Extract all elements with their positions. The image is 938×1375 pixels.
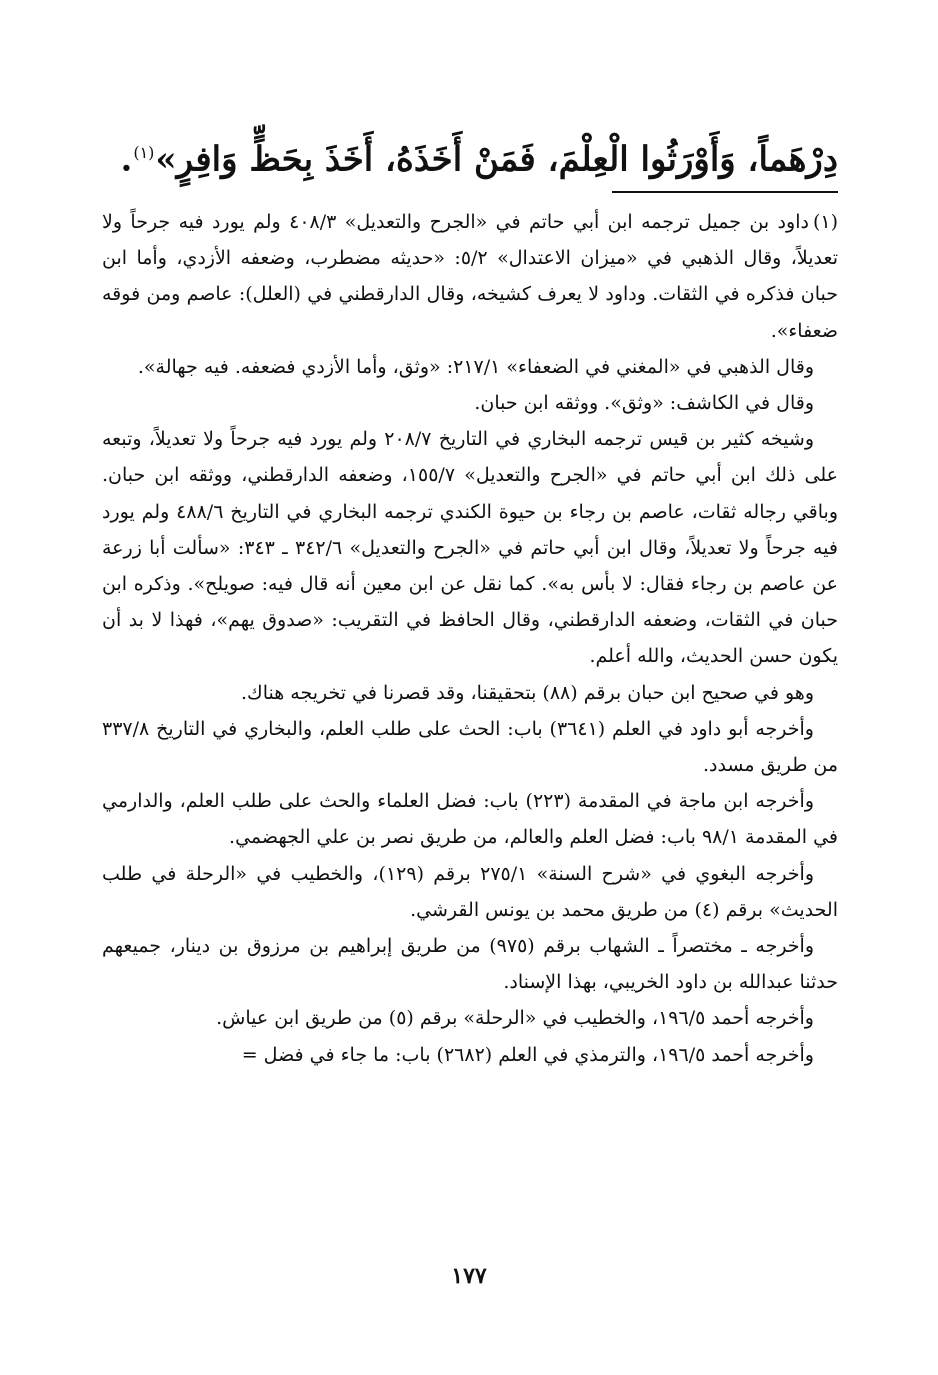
footnote-paragraph-3: وقال في الكاشف: «وثق». ووثقه ابن حبان. — [474, 392, 814, 415]
footnote-paragraph-11: وأخرجه أحمد ١٩٦/٥، والترمذي في العلم (٢٦٨٢) باب: ما جاء في فضل = — [241, 1043, 814, 1066]
footnote-paragraph-9: وأخرجه ـ مختصراً ـ الشهاب برقم (٩٧٥) من طريق إبراهيم بن مرزوق بن دينار، جميعهم حدثنا عبدالله بن داود الخريبي، بهذا الإسناد. — [102, 935, 838, 994]
main-text-line — [98, 118, 838, 194]
footnotes-block — [102, 204, 838, 1073]
footnote-paragraph-6: وأخرجه أبو داود في العلم (٣٦٤١) باب: الحث على طلب العلم، والبخاري في التاريخ ٣٣٧/٨ من طريق مسدد. — [102, 717, 838, 777]
footnote-paragraph-1-text: داود بن جميل ترجمه ابن أبي حاتم في «الجرح والتعديل» ٤٠٨/٣ ولم يورد فيه جرحاً ولا تعديلاً، وقال الذهبي في «ميزان الاعتدال» ٥/٢: «حديثه مضطرب، وضعفه الأزدي، وأما ابن حبان فذكره في الثقات. وداود لا يعرف كشيخه، وقال الدارقطني في (العلل): عاصم ومن فوقه ضعفاء». — [102, 211, 838, 342]
footnote-paragraph-4: وشيخه كثير بن قيس ترجمه البخاري في التاريخ ٢٠٨/٧ ولم يورد فيه جرحاً ولا تعديلاً، وتبعه على ذلك ابن أبي حاتم في «الجرح والتعديل» ١٥٥/٧، وضعفه الدارقطني، ووثقه ابن حبان. وباقي رجاله ثقات، عاصم بن رجاء بن حيوة الكندي ترجمه البخاري في التاريخ ٤٨٨/٦ ولم يورد فيه جرحاً ولا تعديلاً، وقال ابن أبي حاتم في «الجرح والتعديل» ٣٤٢/٦ ـ ٣٤٣: «سألت أبا زرعة عن عاصم بن رجاء فقال: لا بأس به». كما نقل عن ابن معين أنه قال فيه: صويلح». وذكره ابن حبان في الثقات، وضعفه الدارقطني، وقال الحافظ في التقريب: «صدوق يهم»، فهذا لا بد أن يكون حسن الحديث، والله أعلم. — [102, 428, 839, 668]
footnote-paragraph-10: وأخرجه أحمد ١٩٦/٥، والخطيب في «الرحلة» برقم (٥) من طريق ابن عياش. — [216, 1007, 814, 1030]
footnote-reference: (١) — [133, 143, 155, 162]
footnote-paragraph-5: وهو في صحيح ابن حبان برقم (٨٨) بتحقيقنا، وقد قصرنا في تخريجه هناك. — [241, 681, 814, 704]
footnote-separator — [612, 191, 838, 193]
footnote-number: (١) — [812, 211, 838, 233]
footnote-paragraph-8: وأخرجه البغوي في «شرح السنة» ٢٧٥/١ برقم (١٢٩)، والخطيب في «الرحلة في طلب الحديث» برقم (٤) من طريق محمد بن يونس القرشي. — [102, 862, 838, 921]
main-text: دِرْهَماً، وَأَوْرَثُوا الْعِلْمَ، فَمَنْ أَخَذَهُ، أَخَذَ بِحَظٍّ وَافِرٍ» — [155, 139, 838, 180]
footnote-paragraph-2: وقال الذهبي في «المغني في الضعفاء» ٢١٧/١: «وثق، وأما الأزدي فضعفه. فيه جهالة». — [137, 355, 814, 378]
footnote-paragraph-1 — [102, 204, 838, 349]
footnote-paragraph-7: وأخرجه ابن ماجة في المقدمة (٢٢٣) باب: فضل العلماء والحث على طلب العلم، والدارمي في المقدمة ٩٨/١ باب: فضل العلم والعالم، من طريق نصر بن علي الجهضمي. — [102, 790, 838, 849]
page-number: ١٧٧ — [451, 1263, 487, 1289]
main-text-end-mark: . — [120, 139, 133, 180]
